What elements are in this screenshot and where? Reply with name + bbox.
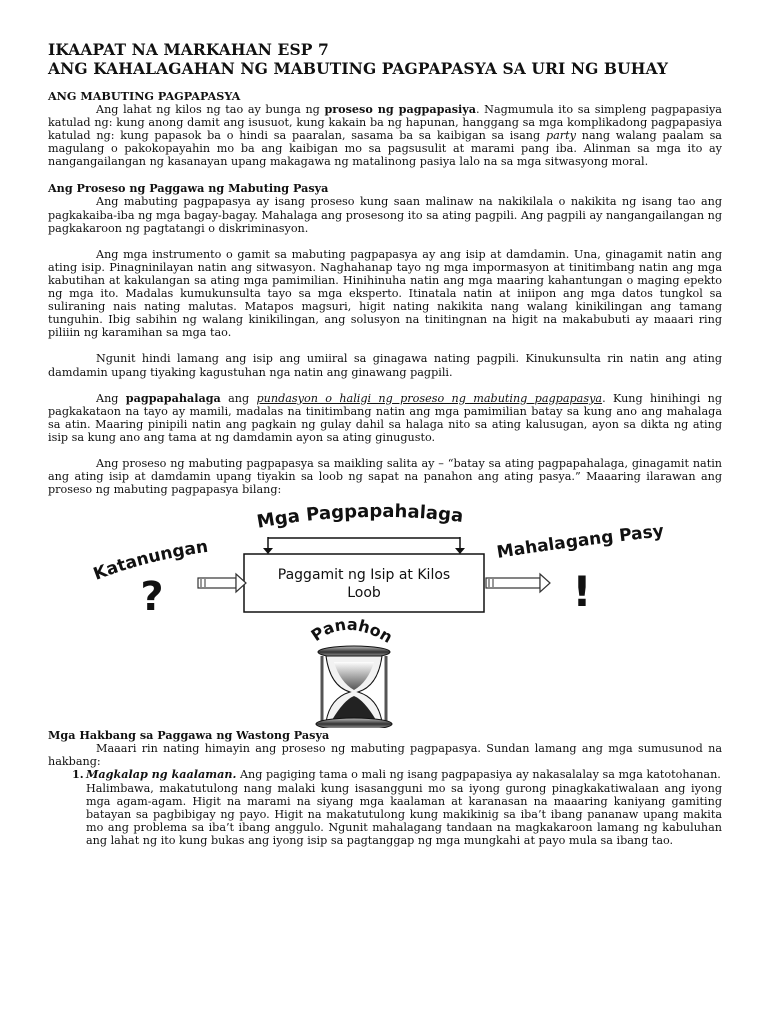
arrow-shaft-left <box>198 578 236 588</box>
exclamation-icon: ! <box>572 567 592 617</box>
section-title-mabuting-pagpapasya: ANG MABUTING PAGPAPASYA <box>48 89 241 103</box>
diagram-label-text: Katanungan <box>90 537 210 585</box>
arrow-head-right <box>540 574 550 592</box>
bold-term-proseso: proseso ng pagpapasiya <box>324 102 476 116</box>
arrow-head <box>455 548 465 554</box>
text-run: ang <box>220 391 257 405</box>
hourglass-icon <box>316 646 392 728</box>
diagram-label-panahon <box>308 615 396 647</box>
list-number: 1. <box>72 767 84 782</box>
question-mark-icon: ? <box>140 574 164 621</box>
paragraph-intro <box>48 103 722 168</box>
diagram-label-pagpapahalaga <box>255 501 464 533</box>
decision-process-diagram <box>48 500 722 728</box>
list-item-text: Ang pagiging tama o mali ng isang pagpapasiya ay nakasalalay sa mga katotohanan. <box>236 768 721 782</box>
italic-term-party: party <box>545 129 576 143</box>
document-heading-quarter: IKAAPAT NA MARKAHAN ESP 7 <box>48 40 329 59</box>
ordered-list <box>48 768 722 847</box>
arrow-head <box>263 548 273 554</box>
list-item-example: Halimbawa, makatutulong nang malaki kung isasangguni mo sa iyong gurong pinagkakatiwalaan ang iyong mga agam-agam. Higit na marami na siyang mga kaalaman at karanasan na maaaring kaniyang gamiting batayan sa pagbibigay ng payo. Higit na makatutulong kung makikinig sa iba’t ibang pananaw upang makita mo ang problema sa iba’t ibang anggulo. Ngunit mahalagang tandaan na magkakaroon lamang ng kabuluhan ang lahat ng ito kung bukas ang iyong isip sa pagtanggap ng mga mungkahi at payo mula sa ibang tao. <box>86 781 722 847</box>
paragraph-proseso-2: Ang mga instrumento o gamit sa mabuting pagpapasya ay ang isip at damdamin. Una, ginagamit natin ang ating isip. Pinagninilayan natin ang sitwasyon. Naghahanap tayo ng mga impormasyon at tinitimbang natin ang mga kabutihan at kakulangan sa ating mga pamimilian. Hinihinuha natin ang mga maaring kahantungan o maging epekto ng mga ito. Madalas kumukunsulta tayo sa mga eksperto. Itinatala natin at iniipon ang mga datos tungkol sa suliraning nais nating malutas. Matapos magsuri, higit nating nakikita nang walang kinikilingan ang tamang tunguhin. Ibig sabihin ng walang kinikilingan, ang solusyon na tinitingnan na higit na makabubuti ay maaari ring piliiin ng karamihan sa mga tao. <box>48 247 722 340</box>
text-run: nang walang paalam sa magulang o pakokopayahin mo ba ang kaibigan mo sa pagsusulit at marami pang iba. Alinman sa mga ito ay nangangailangan ng kasanayan upang makagawa ng matalinong pasiya lalo na sa mga sitwasyong moral. <box>48 129 722 169</box>
process-box-line2: Loob <box>347 585 381 602</box>
paragraph-hakbang-intro: Maaari rin nating himayin ang proseso ng mabuting pagpapasya. Sundan lamang ang mga sumusunod na hakbang: <box>48 742 722 769</box>
section-title-hakbang: Mga Hakbang sa Paggawa ng Wastong Pasya <box>48 728 330 743</box>
paragraph-proseso-3: Ngunit hindi lamang ang isip ang umiiral sa ginagawa nating pagpili. Kinukunsulta rin natin ang ating damdamin upang tiyaking kagustuhan nga natin ang ginawang pagpili. <box>48 352 722 379</box>
document-page <box>48 40 722 847</box>
text-run: . Kung hinihingi ng pagkakataon na tayo ay mamili, madalas na tinitimbang natin ang mga pamimilian batay sa kung ano ang mahalaga sa atin. Maaring pinipili natin ang pagkain ng gulay dahil sa halaga nito sa ating kalusugan, ayon sa dikta ng ating isip sa kung ano ang tama at ng damdamin ayon sa ating ginugusto. <box>48 391 722 444</box>
bold-term-pagpapahalaga: pagpapahalaga <box>125 390 221 405</box>
text-run: Ang lahat ng kilos ng tao ay bunga ng <box>96 103 325 116</box>
list-item-title: Magkalap ng kaalaman. <box>86 767 237 782</box>
document-heading-title: ANG KAHALAGAHAN NG MABUTING PAGPAPASYA SA URI NG BUHAY <box>48 59 669 78</box>
section-title-proseso: Ang Proseso ng Paggawa ng Mabuting Pasya <box>48 181 329 196</box>
underlined-definition: pundasyon o haligi ng proseso ng mabuting pagpapasya <box>256 391 603 405</box>
diagram-canvas <box>48 500 722 728</box>
paragraph-pagpapahalaga <box>48 392 722 444</box>
diagram-label-text: Panahon <box>307 614 396 648</box>
paragraph-summary: Ang proseso ng mabuting pagpapasya sa maikling salita ay – “batay sa ating pagpapahalaga, ginagamit natin ang ating isip at damdamin upang tiyakin sa loob ng sapat na panahon ang ating pasya.” Maaaring ilarawan ang proseso ng mabuting pagpapasya bilang: <box>48 456 722 497</box>
diagram-label-text: Mga Pagpapahalaga <box>255 501 465 534</box>
arrow-shaft-right <box>486 578 540 588</box>
paragraph-proseso-1: Ang mabuting pagpapasya ay isang proseso kung saan malinaw na nakikilala o nakikita ng isang tao ang pagkakaiba-iba ng mga bagay-bagay. Mahalaga ang prosesong ito sa ating pagpili. Ang pagpili ay nangangailangan ng pagkakaroon ng pagtatangi o diskriminasyon. <box>48 195 722 235</box>
text-run: . Nagmumula ito sa simpleng pagpapasiya katulad ng: kung anong damit ang isusuot, kung kakain ba ng hapunan, hanggang sa mga komplikadong pagpapasiya katulad ng: kung papasok ba o hindi sa paaralan, sasama ba sa kaibigan sa isang <box>48 103 722 143</box>
text-run: Ang <box>96 391 126 405</box>
process-box <box>244 554 484 612</box>
diagram-label-text: Mahalagang Pasy <box>495 521 665 564</box>
process-box-line1: Paggamit ng Isip at Kilos <box>277 567 451 584</box>
list-item-1 <box>72 767 722 782</box>
